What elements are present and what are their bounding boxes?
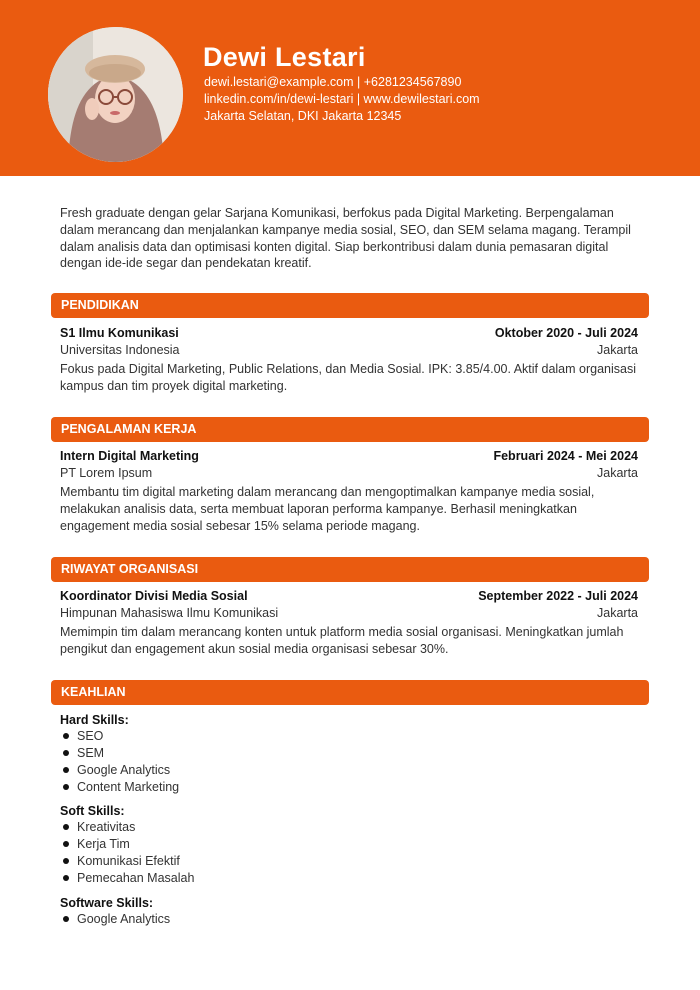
education-title-row (60, 325, 638, 341)
list-item: Kerja Tim (63, 836, 194, 853)
section-heading-education: PENDIDIKAN (51, 293, 649, 318)
education-degree: S1 Ilmu Komunikasi (60, 326, 179, 340)
software-skills-title: Software Skills: (60, 896, 154, 910)
organization-name: Himpunan Mahasiswa Ilmu Komunikasi (60, 606, 279, 620)
contact-address: Jakarta Selatan, DKI Jakarta 12345 (204, 109, 402, 123)
experience-role: Intern Digital Marketing (60, 449, 199, 463)
organization-role: Koordinator Divisi Media Sosial (60, 589, 248, 603)
organization-location: Jakarta (597, 606, 638, 620)
list-item: Kreativitas (63, 819, 194, 836)
section-heading-experience: PENGALAMAN KERJA (51, 417, 649, 442)
contact-links: linkedin.com/in/dewi-lestari | www.dewilestari.com (204, 92, 480, 106)
list-item: Google Analytics (63, 911, 170, 928)
list-item: Komunikasi Efektif (63, 853, 194, 870)
organization-sub-row (60, 605, 638, 621)
contact-email-phone: dewi.lestari@example.com | +6281234567890 (204, 75, 462, 89)
experience-company: PT Lorem Ipsum (60, 466, 153, 480)
candidate-name: Dewi Lestari (203, 42, 366, 72)
hard-skills-list (63, 728, 179, 796)
list-item: Content Marketing (63, 779, 179, 796)
soft-skills-title: Soft Skills: (60, 804, 125, 818)
experience-title-row (60, 448, 638, 464)
education-institution: Universitas Indonesia (60, 343, 180, 357)
list-item: Pemecahan Masalah (63, 870, 194, 887)
profile-photo-illustration (48, 27, 183, 162)
profile-photo (48, 27, 183, 162)
experience-sub-row (60, 465, 638, 481)
soft-skills-list (63, 819, 194, 887)
education-sub-row (60, 342, 638, 358)
organization-description: Memimpin tim dalam merancang konten untuk platform media sosial organisasi. Meningkatkan jumlah pengikut dan engagement akun sosial media organisasi sebesar 30%. (60, 625, 624, 656)
experience-location: Jakarta (597, 466, 638, 480)
organization-dates: September 2022 - Juli 2024 (478, 589, 638, 603)
experience-dates: Februari 2024 - Mei 2024 (493, 449, 638, 463)
education-location: Jakarta (597, 343, 638, 357)
list-item: Google Analytics (63, 762, 179, 779)
list-item: SEM (63, 745, 179, 762)
education-dates: Oktober 2020 - Juli 2024 (494, 326, 638, 340)
software-skills-list (63, 911, 170, 928)
profile-summary: Fresh graduate dengan gelar Sarjana Komunikasi, berfokus pada Digital Marketing. Berpengalaman dalam merancang dan menjalankan kampanye media sosial, SEO, dan SEM selama magang. Terampil dalam analisis data dan optimisasi konten digital. Siap berkontribusi dalam dunia pemasaran digital dengan ide-ide segar dan pendekatan kreatif. (60, 206, 631, 271)
experience-description: Membantu tim digital marketing dalam merancang dan mengoptimalkan kampanye media sosial, melakukan analisis data, serta membuat laporan performa kampanye. Berhasil meningkatkan engagement media sosial sebesar 15% selama periode magang. (60, 485, 595, 533)
header-banner (0, 0, 700, 176)
list-item: SEO (63, 728, 179, 745)
hard-skills-title: Hard Skills: (60, 713, 129, 727)
education-description: Fokus pada Digital Marketing, Public Relations, dan Media Sosial. IPK: 3.85/4.00. Aktif dalam organisasi kampus dan tim proyek digital marketing. (60, 362, 637, 393)
organization-title-row (60, 588, 638, 604)
section-heading-organization: RIWAYAT ORGANISASI (51, 557, 649, 582)
section-heading-skills: KEAHLIAN (51, 680, 649, 705)
